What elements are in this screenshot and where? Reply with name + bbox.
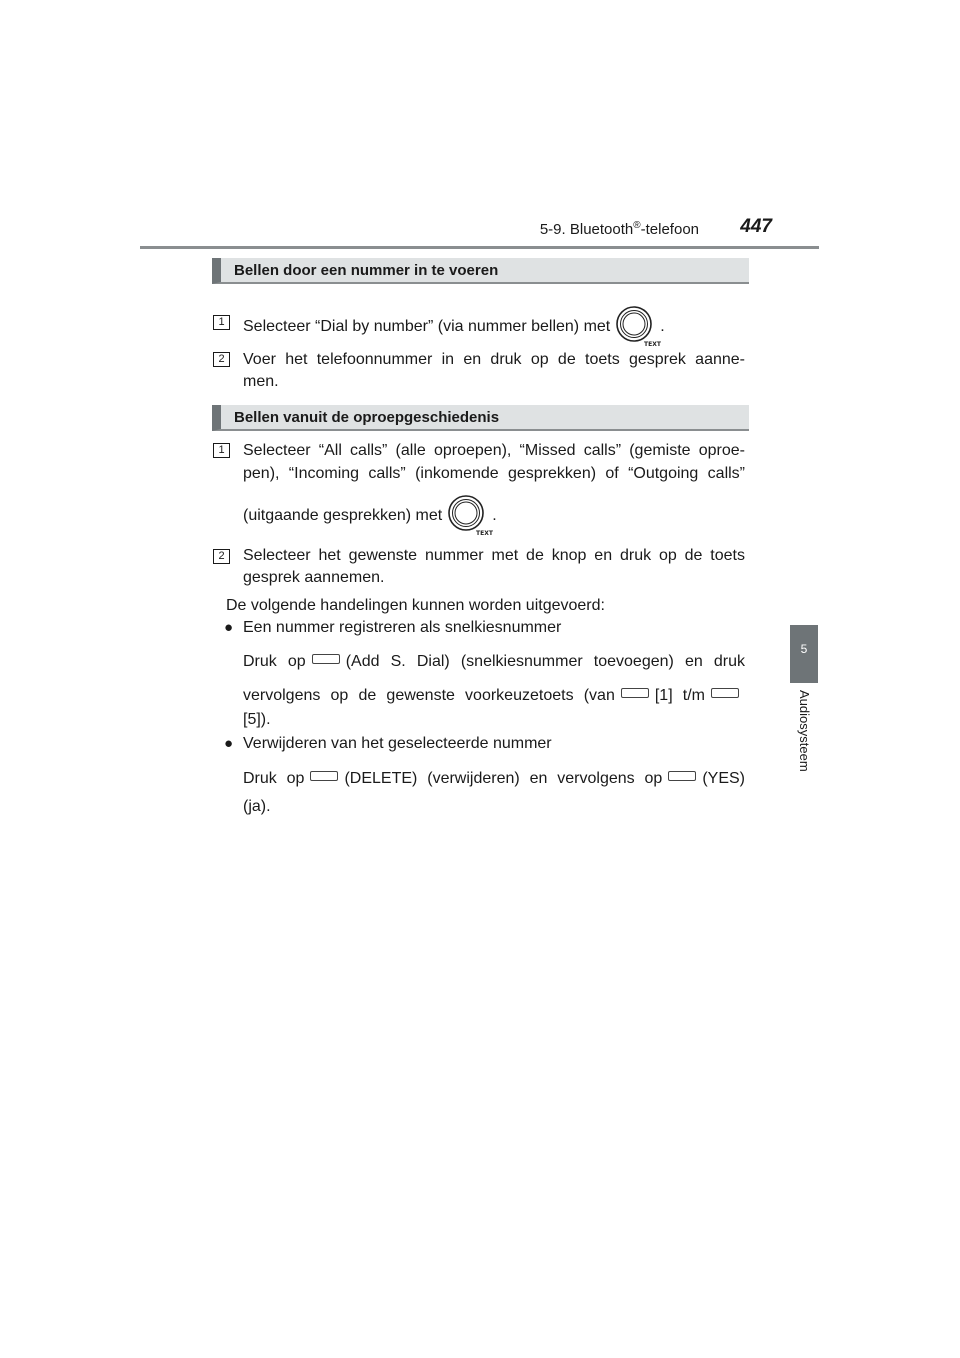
step-text: Selecteer “All calls” (alle oproepen), “Missed calls” (gemiste oproe- bbox=[243, 442, 745, 459]
svg-text:TEXT: TEXT bbox=[644, 341, 662, 348]
svg-text:TEXT: TEXT bbox=[476, 530, 494, 537]
step-text: pen), “Incoming calls” (inkomende gesprekken) of “Outgoing calls” bbox=[243, 465, 745, 482]
bullet-title: Verwijderen van het geselecteerde nummer bbox=[243, 735, 552, 752]
bullet-title: Een nummer registreren als snelkiesnummer bbox=[243, 619, 562, 636]
step-text: Selecteer het gewenste nummer met de knop en druk op de toets bbox=[243, 547, 745, 564]
chapter-tab: 5 bbox=[790, 625, 818, 683]
bullet-icon: ● bbox=[224, 735, 234, 752]
button-key-icon bbox=[310, 771, 338, 781]
page-header bbox=[140, 212, 819, 249]
step-text: Voer het telefoonnummer in en druk op de toets gesprek aanne- bbox=[243, 351, 745, 368]
step-number: 1 bbox=[213, 315, 230, 330]
section-heading-call-history: Bellen vanuit de oproepgeschiedenis bbox=[212, 405, 749, 431]
chapter-label: Audiosysteem bbox=[797, 690, 812, 772]
step-number: 1 bbox=[213, 443, 230, 458]
step-text: gesprek aannemen. bbox=[243, 569, 385, 586]
section-heading-dial-number: Bellen door een nummer in te voeren bbox=[212, 258, 749, 284]
tune-knob-icon bbox=[614, 305, 662, 349]
step-text: (uitgaande gesprekken) met TEXT . bbox=[243, 494, 745, 538]
bullet-text: (ja). bbox=[243, 798, 271, 815]
bullet-text: [5]). bbox=[243, 711, 271, 728]
section-title: 5-9. Bluetooth®-telefoon bbox=[539, 220, 699, 238]
button-key-icon bbox=[668, 771, 696, 781]
button-key-icon bbox=[621, 688, 649, 698]
bullet-text: Druk op (DELETE) (verwijderen) en vervolgens op (YES) bbox=[243, 770, 745, 787]
bullet-icon: ● bbox=[224, 619, 234, 636]
bullet-text: vervolgens op de gewenste voorkeuzetoets (van [1] t/m bbox=[243, 685, 745, 707]
step-text: men. bbox=[243, 373, 279, 390]
button-key-icon bbox=[312, 654, 340, 664]
step-number: 2 bbox=[213, 549, 230, 564]
step-number: 2 bbox=[213, 352, 230, 367]
tune-knob-icon bbox=[446, 494, 494, 538]
bullet-text: Druk op (Add S. Dial) (snelkiesnummer toevoegen) en druk bbox=[243, 653, 745, 670]
step-text: Selecteer “Dial by number” (via nummer bellen) met TEXT . bbox=[243, 305, 763, 349]
button-key-icon bbox=[711, 688, 739, 698]
intro-text: De volgende handelingen kunnen worden uitgevoerd: bbox=[226, 597, 605, 614]
page-number: 447 bbox=[740, 216, 772, 237]
